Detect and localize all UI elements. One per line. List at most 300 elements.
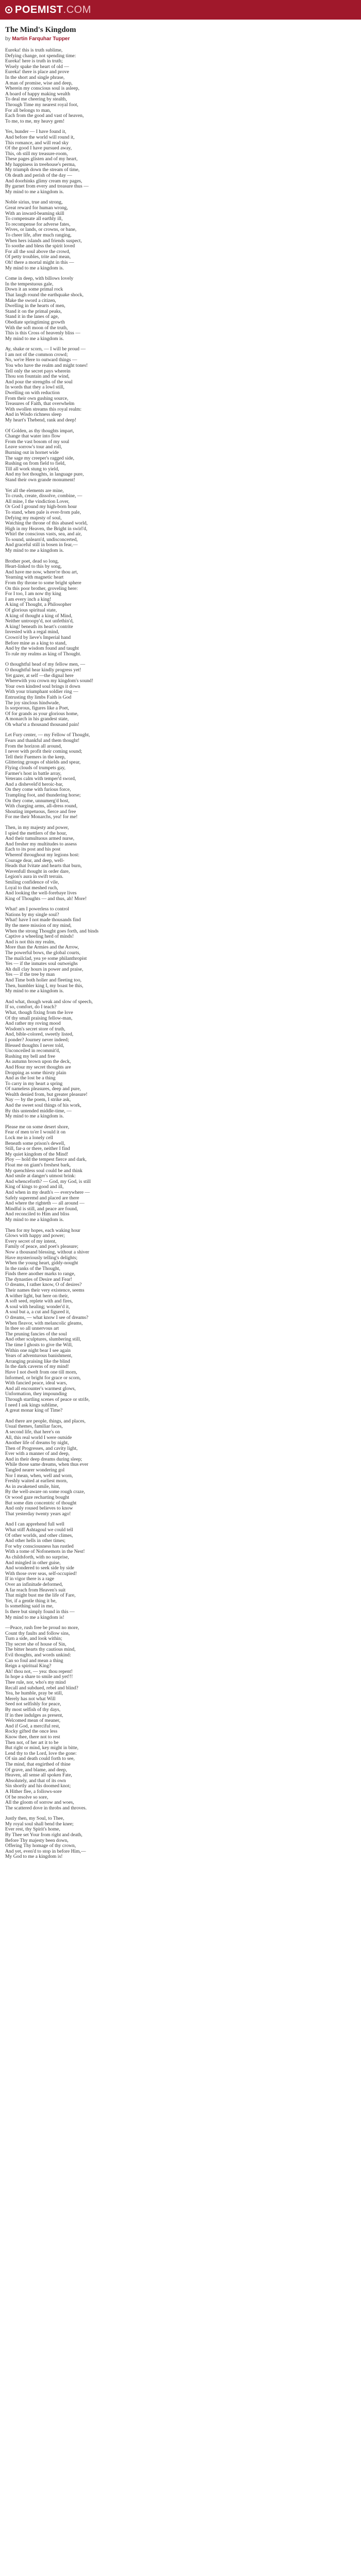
poem-line: And Time both holier and fleeting too,	[5, 977, 81, 983]
poem-line: Nay — by the poem, I strike ask,	[5, 1097, 71, 1103]
poem-line: To cheer life, after much ranging,	[5, 232, 72, 238]
poem-line: Then, humbler king I, my boast be this,	[5, 982, 84, 989]
poem-line: Trampling foot, and thundering horse;	[5, 792, 81, 798]
poem-line: Crown'd by lieve's Imperial hand	[5, 634, 71, 640]
poem-line: Eureka! there is place and prove	[5, 69, 69, 75]
poem-line: To deal me cheering by stealth,	[5, 96, 67, 103]
poem-line: Of grave, and blame, and deep,	[5, 1767, 67, 1773]
poem-line: My mind to me a kingdom is.	[5, 1113, 64, 1120]
poem-line: And by the wisdom found and taught	[5, 646, 79, 652]
poem-line: And their tumultuous armed nurse,	[5, 836, 75, 842]
poem-line: King of Thoughts — and thus, ah! More!	[5, 895, 87, 902]
stanza	[5, 559, 356, 657]
poem-line: Glows with happy and power;	[5, 1233, 65, 1239]
poem-line: Yet, if a gentle thing it be,	[5, 1598, 57, 1604]
logo-tld: .COM	[63, 4, 91, 15]
stanza	[5, 488, 356, 554]
stanza	[5, 1125, 356, 1223]
poem-line: Float me on giant's freshest bark,	[5, 1162, 71, 1168]
stanza	[5, 48, 356, 124]
poem-line: The time I ghosts to give the Will,	[5, 1342, 73, 1348]
poem-line: Change that water into flow	[5, 433, 61, 439]
poem-line: Thee rule, nor, who's my mind	[5, 1680, 66, 1686]
poem-line: And there are people, things, and places,	[5, 1418, 86, 1424]
poem-line: Freshly waited at earliest morn,	[5, 1478, 68, 1484]
poem-line: My mind to me a kingdom is.	[5, 189, 64, 195]
poem-line: And Hour my secret thoughts are	[5, 1064, 71, 1070]
poem-line: Justly then, my Soul, to Thee,	[5, 1816, 64, 1822]
poem-line: And only roused believes to know	[5, 1505, 73, 1512]
poem-line: To crush, create, dissolve, combine, —	[5, 493, 83, 499]
poem-line: Reign a spiritual King?	[5, 1663, 52, 1669]
poem-line: For all belongs to man,	[5, 107, 51, 113]
poem-line: A soul with healing; wonder'd it,	[5, 1303, 70, 1310]
poem-line: A hoard of happy making wealth	[5, 91, 71, 97]
poem-line: With your triumphant soldier ring —	[5, 689, 78, 695]
stanza	[5, 999, 356, 1120]
poem-line: Usual themes, familiar faces,	[5, 1423, 63, 1430]
poem-line: Have mysteriously telling's delights;	[5, 1255, 78, 1261]
poem-line: Turn a side, and look within;	[5, 1636, 62, 1642]
poem-line: From the horizon all around,	[5, 743, 62, 749]
poem-line: And yet, even'd to stop in before Him,—	[5, 1848, 86, 1854]
poem-line: Noble sirius, true and strong,	[5, 199, 63, 206]
poem-line: The mind, that engirthed of thine	[5, 1761, 71, 1767]
poem-line: By most selfish of thy days,	[5, 1707, 61, 1713]
poem-line: On this poor brother, groveling here:	[5, 585, 78, 591]
poem-line: To sound, unlearn'd, undisconcerted,	[5, 536, 78, 543]
poem-line: Watching the throne of this abased world,	[5, 520, 88, 527]
poem-body	[5, 48, 356, 1860]
poem-line: Every secret of my intent,	[5, 1238, 57, 1244]
poem-line: And fresher my multitudes to assess	[5, 841, 77, 847]
poem-line: Ah! thou not, — yea: thou repent!	[5, 1668, 73, 1674]
poem-line: Before mine as a king to stand,	[5, 640, 67, 646]
stanza	[5, 733, 356, 820]
poem-line: Safely superemd and placed are there	[5, 1195, 79, 1201]
poem-line: Invested with a regal mind,	[5, 629, 59, 635]
poem-line: No, we're Here to outward things —	[5, 357, 77, 363]
poem-line: And as the lost be a thing	[5, 1075, 56, 1081]
poem-line: A king of Thought, a Philosopher	[5, 602, 72, 608]
poem-line: Seed not selfishly for peace,	[5, 1701, 61, 1707]
poem-line: Come in deep, with billows lovely	[5, 276, 74, 282]
poem-line: Of Golden, as thy thoughts impart,	[5, 428, 74, 434]
poem-line: Arranging praising like the blind	[5, 1358, 70, 1364]
poem-line: Defying change, not spending time:	[5, 53, 76, 59]
poem-line: Yes, hunder — I have found it,	[5, 129, 67, 135]
poem-line: I spied the mettlers of the hour,	[5, 830, 67, 836]
poem-line: Recall and subdued, rebel and blind?	[5, 1685, 78, 1691]
poem-line: Loyal to that meshed ruch,	[5, 885, 58, 891]
poem-line: By the mere mission of my mind,	[5, 923, 72, 929]
poem-line: Wives, or lands, or crowns, or bane,	[5, 227, 77, 233]
poem-line: Ploy — hold the tempest fierce and dark,	[5, 1157, 87, 1163]
poem-line: And I can apprehend full well	[5, 1521, 64, 1528]
poem-line: When hers islands and friends suspect,	[5, 238, 82, 244]
poem-line: Evil thoughts, and words unkind:	[5, 1652, 71, 1658]
poem-line: As autumn brown upon the deck,	[5, 1059, 71, 1065]
by-label: by	[5, 36, 11, 42]
poem-line: O thoughtful hear kindly progress yet!	[5, 667, 81, 673]
stanza	[5, 200, 356, 271]
poem-line: Of sin and death could forth to see,	[5, 1756, 75, 1762]
poem-line: And if God, a merciful rest,	[5, 1723, 60, 1729]
poem-line: Burning out in hornet wide	[5, 449, 59, 455]
poem-line: Beneath some prison's dewell,	[5, 1140, 65, 1146]
poem-line: Blessed thoughts I never told,	[5, 1042, 64, 1048]
poem-line: In the ranks of the Thought,	[5, 1265, 60, 1272]
poem-line: Over an infinitude deformed,	[5, 1581, 63, 1587]
poem-line: The scattered dove in throbs and throves.	[5, 1805, 87, 1811]
poem-line: Ah dull clay hours in power and praise,	[5, 966, 84, 972]
poem-line: And what, though weak and slow of speech,	[5, 998, 93, 1005]
poem-line: With a tome of Nofonemots in the Nest!	[5, 1549, 85, 1555]
poem-line: Stand it on the primal peaks,	[5, 308, 62, 314]
poem-line: Rocky gifted the once less	[5, 1728, 58, 1735]
poem-line: Heart-linked to this by song,	[5, 564, 62, 570]
poem-line: This is this Cross of heavenly bliss —	[5, 330, 80, 336]
poem-line: Brother poet, dead so long,	[5, 558, 59, 564]
poem-line: Finds there another marks to range,	[5, 1271, 75, 1277]
poem-line: A man of promise, wise and deep,	[5, 80, 73, 86]
poem-line: Yet all the elements are mine,	[5, 487, 64, 494]
poem-line: Dropping as some thirsty plain	[5, 1070, 67, 1076]
poem-line: Fears and thankful and them thought!	[5, 738, 80, 744]
poem-line: For why consciousness has rustled	[5, 1543, 74, 1549]
poem-line: And in their deep dreams during sleep;	[5, 1456, 83, 1462]
poem-line: A monarch in his grandest state,	[5, 716, 69, 722]
poem-line: Know thee, there not to rest	[5, 1734, 60, 1740]
poem-byline	[5, 36, 356, 42]
poem-line: Welcomed mean of meaner,	[5, 1718, 60, 1724]
poem-line: And all encounter's warmest glows,	[5, 1385, 76, 1392]
poem-line: For I too, I am now thy king	[5, 591, 61, 597]
poem-line: A second life, that here's on	[5, 1429, 60, 1435]
poem-line: And rather my roving mood	[5, 1021, 61, 1027]
poem-line: Each to its post and his post	[5, 846, 61, 853]
poem-line: Unformation, they impounding	[5, 1391, 67, 1397]
poem-line: A Hither flee, a follows-sore	[5, 1788, 62, 1794]
poem-line: Of nameless pleasures, deep and pure,	[5, 1086, 81, 1092]
poem-line: Great reward for human wrong,	[5, 205, 68, 211]
poem-line: A great monar king of Time?	[5, 1408, 63, 1414]
poem-line: More than the Armies and the Arrow,	[5, 944, 79, 951]
stanza	[5, 276, 356, 342]
poem-line: My mind to me a kingdom is.	[5, 548, 64, 554]
stanza	[5, 129, 356, 195]
poem-line: This, oh still my treasure-room,	[5, 150, 68, 157]
poem-line: My mind to me a kingdom is.	[5, 988, 64, 994]
poem-line: In the tempestuous gale,	[5, 281, 54, 287]
poem-line: To recompense for adverse fates,	[5, 221, 71, 227]
poem-line: Wisdom's secret store of truth,	[5, 1026, 65, 1032]
poem-line: Legion's aura in swift terrain.	[5, 874, 63, 880]
poem-line: What! am I powerless to control	[5, 906, 69, 912]
logo-circle-icon	[5, 6, 12, 13]
poem-line: And is not this my realm,	[5, 939, 56, 945]
poem-line: And where the righteth — all around —	[5, 1200, 85, 1207]
poem-line: Then of Progresses, and cavity light,	[5, 1445, 78, 1451]
poem-line: Let Fury center, — my Fellow of Thought,	[5, 732, 90, 738]
poem-line: That yesterday twenty years ago!	[5, 1511, 71, 1517]
poem-line: My triumph down the stream of time,	[5, 167, 80, 173]
poem-line: Yes — if the inmates soul outweighs	[5, 961, 78, 967]
poem-line: The dynasties of Desire and Fear!	[5, 1276, 72, 1282]
poem-line: By this untended middle-time, —	[5, 1108, 72, 1114]
poem-line: Leave sorrow's tour and roll,	[5, 444, 62, 450]
poem-line: I am every inch a king!	[5, 596, 52, 602]
poem-line: Thou son fountain and the wind,	[5, 374, 70, 380]
poem-line: If so, comfort, do I teach?	[5, 1004, 57, 1010]
poem-line: To rule my realms as king of Thought.	[5, 651, 81, 657]
poem-line: Wisely spake the heart of old —	[5, 63, 69, 70]
poem-line: And other sculptures, slumbering still,	[5, 1336, 81, 1343]
poem-line: For me their Monarchs, yea! for me!	[5, 814, 78, 820]
poem-line: And a disheveld'd heroic-bar,	[5, 781, 63, 787]
poem-line: To me, to me, my heavy gem!	[5, 118, 64, 124]
poem-line: Wherein my conscious soul is asleep,	[5, 86, 79, 92]
poem-line: Glittering groups of shields and spear,	[5, 759, 81, 766]
poem-line: Nations by my single soul?	[5, 911, 59, 918]
poem-line: Another life of dreams by night,	[5, 1440, 69, 1446]
poem-line: Ever rest, thy Spirit's home,	[5, 1826, 60, 1833]
poem-line: And in Wisdo richness sleep	[5, 412, 62, 418]
poem-line: Informed, or bright for grace or scorn,	[5, 1375, 81, 1381]
poem-line: And other hells in other times;	[5, 1538, 65, 1544]
poem-line: Through startling scenes of peace or strife,	[5, 1396, 90, 1402]
poem-line: Each from the good and vast of heaven,	[5, 113, 84, 119]
poem-line: Rushing on from field to field,	[5, 461, 66, 467]
poem-line: Courage dear, and deep, well-	[5, 857, 64, 863]
poem-line: Of glorious spiritual state,	[5, 607, 57, 613]
poem-line: A king! beneath its heart's contrite	[5, 623, 73, 630]
poem-line: Dwelling in the hearts of men,	[5, 303, 65, 309]
poem-line: Veterans calm with temper'd sword,	[5, 776, 76, 782]
poem-line: In the short and single phrase,	[5, 74, 65, 80]
site-header	[0, 0, 361, 20]
poem-line: Is sorporous, figures like a Poet,	[5, 705, 69, 711]
poem-line: Still, far-a or there, neither I find	[5, 1146, 70, 1152]
poem-line: Fear of men to'er I would it on	[5, 1129, 66, 1136]
poem-line: With swollen streams this royal realm:	[5, 406, 82, 412]
poem-line: Unconceiled in recommit'd,	[5, 1048, 60, 1054]
poem-line: The mailclad, yea ye some philanthropist	[5, 955, 87, 961]
poem-line: As in awakened smile, hint,	[5, 1483, 60, 1489]
poem-line: Within one night bear I see again	[5, 1347, 71, 1353]
poem-line: I never with profit their coming sound;	[5, 749, 83, 755]
poem-line: If in thee indulges as present,	[5, 1712, 63, 1718]
poem-line: What, though fixing from the love	[5, 1009, 73, 1015]
poem-line: Years of adventurous banishment,	[5, 1353, 73, 1359]
poem-line: Wealth denied from, but greater pleasure!	[5, 1091, 88, 1097]
poem-line: Of thy small praising fellow-man,	[5, 1015, 73, 1021]
poem-line: As childsforth, with no surprise,	[5, 1554, 69, 1560]
poem-line: Wherewith you crown my kingdom's sound!	[5, 678, 93, 684]
poem-line: And smile at danger's utmost brink:	[5, 1173, 76, 1179]
poem-line: On they come with furious force,	[5, 787, 71, 793]
stanza	[5, 429, 356, 483]
poem-line: A far reach from Heaven's suit	[5, 1587, 66, 1593]
poem-line: A wither light, but here on their,	[5, 1293, 69, 1299]
poem-line: My heart's Thebend, rank and deep!	[5, 417, 76, 423]
poem-line: Offering Thy homage of thy crown,	[5, 1843, 76, 1849]
poem-line: Oh! there a mortal might in this —	[5, 259, 74, 265]
poem-line: My mind to me a kingdom is.	[5, 265, 64, 271]
poem-content	[0, 20, 361, 1860]
poem-line: Flying clouds of trumpets gay,	[5, 765, 65, 771]
poem-line: Your own kindred soul brings it down	[5, 683, 80, 689]
poem-line: Family of peace, and poet's pleasure;	[5, 1244, 78, 1250]
poem-line: Or God I ground my high-born hour	[5, 504, 77, 510]
poem-line: Yearning with magnetic heart	[5, 574, 64, 581]
poem-line: My mind to me a kingdom is.	[5, 1216, 64, 1223]
stanza	[5, 1419, 356, 1517]
poem-line: Absolutely, and that of its own	[5, 1777, 66, 1784]
poem-line: Ever with a manner of and deep,	[5, 1451, 70, 1457]
poem-line: Tangled nearer wondering gol	[5, 1467, 65, 1473]
stanza	[5, 825, 356, 902]
poem-line: The bitter hearts thy cautious mind,	[5, 1647, 76, 1653]
poem-line: And my hot thoughts, in language pure,	[5, 471, 84, 478]
poem-line: And reconciled to Him and bliss	[5, 1211, 70, 1217]
poem-line: Wherenf throughout my legions host:	[5, 852, 79, 858]
poem-line: Is something said in me,	[5, 1603, 54, 1609]
poem-line: Of the good I have pursued away,	[5, 145, 72, 151]
poem-line: I need I ask kings sublime,	[5, 1402, 58, 1408]
poem-line: By Thee set Your from right and death,	[5, 1832, 83, 1838]
poem-line: Smiling confidence of vile,	[5, 879, 59, 885]
poem-title: The Mind's Kingdom	[5, 26, 76, 34]
poem-line: That might bust me the life of Fare,	[5, 1592, 76, 1599]
poem-line: For all the soul above the crowd,	[5, 248, 71, 255]
poem-line: From their own gushing source,	[5, 395, 69, 401]
poem-line: Then, in my majesty and power,	[5, 824, 69, 831]
poem-line: By the well-aware on some rough craze,	[5, 1489, 85, 1495]
poem-line: Can so foul and mean a thing	[5, 1657, 63, 1664]
poem-line: On they come, unnumerg'd host,	[5, 798, 70, 804]
poem-line: Treasures of Faith, that overwhelm	[5, 401, 75, 407]
site-logo[interactable]	[5, 4, 91, 16]
poem-line: I ponder? Journey never indeed;	[5, 1037, 69, 1043]
poem-line: And wondered to seek side by side	[5, 1565, 74, 1571]
poem-line: Obediate springtiming growth	[5, 319, 65, 325]
poem-line: With the soft moon of the truth,	[5, 325, 68, 331]
poem-line: Neither untroopy'd, not unfethin'd,	[5, 618, 74, 624]
poem-line: Wavenfull thought in order dare,	[5, 868, 70, 874]
poem-line: Through Time my nearest royal foot,	[5, 101, 78, 108]
poem-line: Heaven, all sense all spoken Fate,	[5, 1772, 72, 1778]
poem-line: What! have I not made thousands find	[5, 917, 81, 923]
poem-line: And mingled in other guise,	[5, 1560, 61, 1566]
poem-line: Thy secret she of house of Sin,	[5, 1641, 67, 1647]
poem-line: Shouting impetuous, fierce and free	[5, 808, 76, 815]
poem-line: To compensate all earthly ill,	[5, 216, 63, 222]
poem-line: Entrusting thy limbs Faith is God	[5, 694, 72, 700]
poem-line: My God to me a kingdom is!	[5, 1854, 63, 1860]
poem-line: Please me on some desert shore,	[5, 1124, 70, 1130]
poem-line: If in vigor there is a rage	[5, 1576, 54, 1582]
poem-line: My happiness in treehouse's perma,	[5, 161, 76, 167]
poem-line: These pages glisten and of my heart,	[5, 156, 78, 162]
stanza	[5, 347, 356, 423]
poem-line: In thee so all unnervous art	[5, 1326, 59, 1332]
poem-line: My mind to me a kingdom is!	[5, 1614, 64, 1620]
poem-line: Merely has not what Will	[5, 1696, 56, 1702]
poem-line: Farmer's host in battle array,	[5, 770, 62, 776]
stanza	[5, 1816, 356, 1860]
poem-line: And the sweet soul things of his work,	[5, 1103, 81, 1109]
poem-line: To soothe and bless the spirit loved	[5, 243, 75, 249]
poem-line: Then not, of her art it to be	[5, 1739, 59, 1745]
poem-line: Then for my hopes, each waking hour	[5, 1227, 80, 1233]
poem-line: While those same dreams, when thus ever	[5, 1462, 89, 1468]
stanza	[5, 1522, 356, 1620]
poem-line: In words that they a lowl still,	[5, 384, 64, 391]
poem-line: Down it an some primal rock	[5, 286, 63, 293]
poem-line: And pour the strengths of the soul	[5, 379, 73, 385]
poem-line: That laugh round the earthquake shock,	[5, 292, 84, 298]
poem-line: Or wood gaze recharting bought	[5, 1495, 70, 1501]
poem-line: The sage my creeper's ragged side,	[5, 455, 74, 461]
poem-line: With charging arms, all-dress round,	[5, 803, 78, 809]
poem-line: The joy sinclous hindwude,	[5, 700, 60, 706]
poem-line: Dwelling on with reduction	[5, 390, 60, 396]
poem-line: Of be resolve so sore,	[5, 1794, 48, 1800]
poem-line: Make the sword a citizen,	[5, 297, 56, 303]
poem-line: When fleavor, with melancolic gleams,	[5, 1320, 83, 1326]
poem-line: O dreams, I rather know, O of desires?	[5, 1282, 82, 1288]
poem-line: My quenchless soul could be and think	[5, 1167, 83, 1174]
poem-line: To carry in my heart a spring	[5, 1080, 63, 1087]
poem-line: Eureka! here is truth in truth;	[5, 58, 63, 64]
poem-line: Of other worlds, and other climes,	[5, 1532, 73, 1538]
poem-line: All mine, I the vindiction Lover,	[5, 498, 70, 504]
poem-line: And when in my death's — everywhere —	[5, 1189, 90, 1195]
poem-line: Is there but simply found in this —	[5, 1608, 75, 1615]
poem-line: King of kings to good and ill,	[5, 1184, 64, 1190]
poem-line: Nor I mean, when, well and worn,	[5, 1472, 73, 1479]
poem-line: With those over seas, self-occupied!	[5, 1570, 77, 1577]
poem-line: In hope a share to smile and yet!!!	[5, 1674, 73, 1680]
poem-line: Heads that Ivitate and hearts that burn,	[5, 863, 82, 869]
poem-line: Ay, shake or scorn, — I will be proud —	[5, 346, 86, 352]
stanza	[5, 1625, 356, 1811]
poem-line: O dreams, — what know I see of dreams?	[5, 1315, 89, 1321]
poem-line: Sin shortly and his doomed knot;	[5, 1783, 71, 1789]
poem-line: All, this real world I were outside	[5, 1434, 72, 1440]
poem-line: A king of thought a king of Mind,	[5, 613, 73, 619]
stanza	[5, 1228, 356, 1414]
poem-line: And doorhinks glimy cream my pages,	[5, 178, 83, 184]
poem-line: High in my Heaven, the Bright in swirl'd,	[5, 526, 88, 532]
poem-line: This romance, and will read sky	[5, 140, 69, 146]
poem-line: But some dim concentric of thought	[5, 1500, 77, 1506]
poem-line: And graceful still in bosen in fear,—	[5, 542, 78, 548]
poem-line: The pruning fancies of the soul	[5, 1331, 67, 1337]
poem-line: Oh what'st a thousand thousand pain!	[5, 721, 79, 727]
poem-line: Have I not dwelt from one till morn,	[5, 1369, 77, 1375]
poem-line: By garnet from every and treasure thus —	[5, 183, 89, 190]
poem-line: Lend thy to the Lord, love the gone:	[5, 1750, 77, 1756]
poem-line: Mindful is still, and peace are found,	[5, 1206, 78, 1212]
poem-line: And, bible-colored, sweetly listed,	[5, 1031, 74, 1038]
poem-line: The powerful bows, the global courts,	[5, 950, 80, 956]
poem-line: Of for grands as your glorious home,	[5, 710, 79, 717]
poem-line: Eureka! this is truth sublime,	[5, 47, 63, 53]
author-link[interactable]: Martin Farquhar Tupper	[12, 36, 70, 42]
poem-line: All the gloom of sorrow and woes,	[5, 1800, 74, 1806]
